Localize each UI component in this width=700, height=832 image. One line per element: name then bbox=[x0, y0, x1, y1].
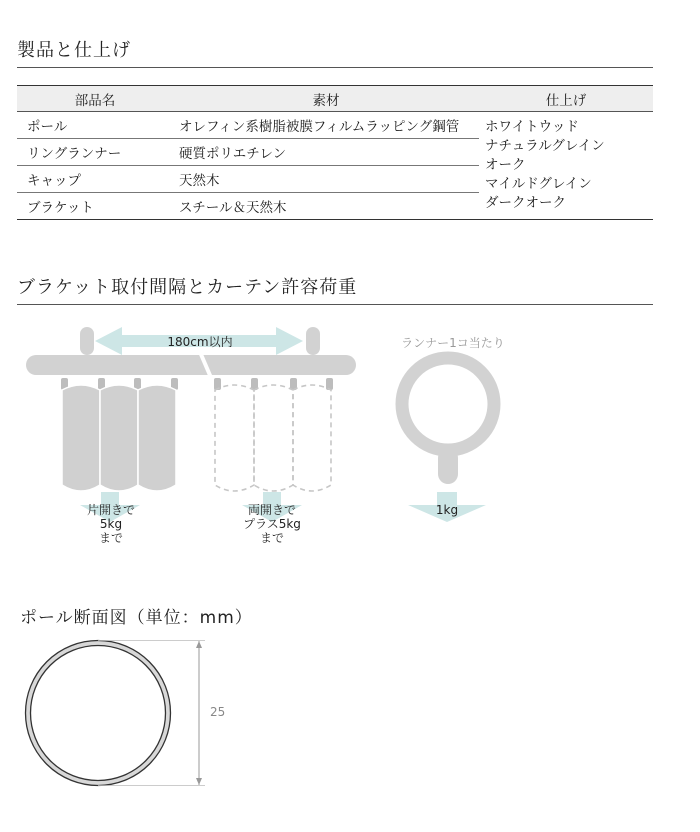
pole-cross-section-inline bbox=[31, 646, 166, 781]
header-material: 素材 bbox=[173, 86, 479, 112]
single-open-line: 5kg bbox=[99, 517, 123, 531]
finish-item: ダークオーク bbox=[485, 195, 566, 211]
single-open-label bbox=[70, 503, 152, 545]
double-open-line: プラス5kg bbox=[243, 517, 301, 531]
runner-stem bbox=[438, 448, 458, 484]
finish-item: オーク bbox=[485, 157, 526, 173]
single-open-line: まで bbox=[98, 531, 123, 545]
header-part: 部品名 bbox=[17, 86, 173, 112]
runner-ring bbox=[402, 358, 494, 450]
double-open-label bbox=[227, 503, 317, 545]
pole-cross-section bbox=[28, 643, 168, 783]
curtain-pole bbox=[26, 355, 356, 375]
double-open-line: まで bbox=[259, 531, 284, 545]
header-finish: 仕上げ bbox=[479, 86, 653, 112]
curtain-single-open bbox=[61, 378, 178, 491]
part-cell: ポール bbox=[17, 112, 173, 139]
part-cell: リングランナー bbox=[17, 139, 173, 166]
part-cell: キャップ bbox=[17, 166, 173, 193]
finish-item: ホワイトウッド bbox=[485, 119, 579, 135]
double-open-line: 両開きで bbox=[247, 503, 296, 517]
material-cell: 天然木 bbox=[173, 166, 479, 193]
part-cell: ブラケット bbox=[17, 193, 173, 220]
material-cell: オレフィン系樹脂被膜フィルムラッピング鋼管 bbox=[173, 112, 479, 139]
runner-label: ランナー1コ当たり bbox=[401, 336, 505, 350]
finish-item: マイルドグレイン bbox=[485, 176, 592, 192]
section-title-cross-section: ポール断面図（単位：mm） bbox=[20, 608, 253, 628]
single-open-line: 片開きで bbox=[86, 503, 135, 517]
bracket-icon bbox=[306, 327, 320, 355]
section-title-products: 製品と仕上げ bbox=[17, 40, 131, 61]
section-title-load: ブラケット取付間隔とカーテン許容荷重 bbox=[17, 277, 358, 298]
runner-load-label: 1kg bbox=[435, 503, 459, 517]
curtain-double-open bbox=[214, 378, 333, 491]
span-label: 180cm以内 bbox=[167, 335, 233, 349]
finish-item: ナチュラルグレイン bbox=[485, 138, 605, 154]
diameter-label: 25 bbox=[210, 705, 226, 719]
bracket-icon bbox=[80, 327, 94, 355]
material-cell: 硬質ポリエチレン bbox=[173, 139, 479, 166]
material-cell: スチール＆天然木 bbox=[173, 193, 479, 220]
